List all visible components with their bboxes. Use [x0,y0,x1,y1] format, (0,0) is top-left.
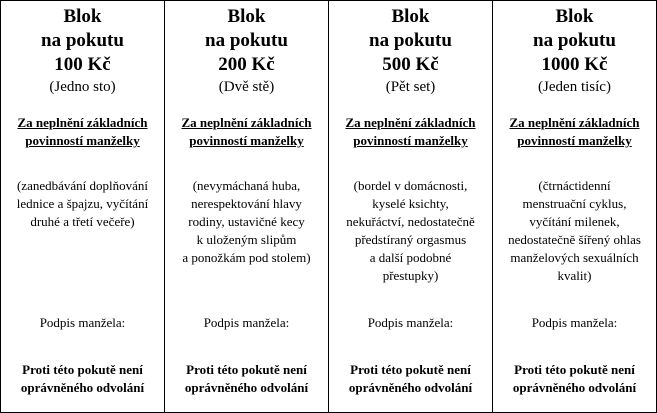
ticket-title-line-1: Blok [63,6,102,27]
ticket-heading-line-1: Za neplnění základních [17,115,148,130]
ticket-heading-line-2: povinností manželky [25,133,140,148]
fine-ticket-500 [328,1,492,412]
ticket-amount: 200 Kč [218,54,275,75]
ticket-heading-line-1: Za neplnění základních [345,115,476,130]
ticket-title-line-2: na pokutu [205,30,288,51]
ticket-reason-line: (zanedbávání doplňování [16,178,149,193]
ticket-amount-words: (Dvě stě) [218,79,275,95]
ticket-amount-words: (Jeden tisíc) [538,79,611,95]
ticket-amount: 1000 Kč [541,54,608,75]
ticket-reason-line: nerespektování hlavy [191,196,302,211]
ticket-notice-line-1: Proti této pokutě není [514,362,635,377]
ticket-reason-line: kyselé ksichty, [372,196,449,211]
ticket-reason-line: přestupky) [382,268,439,283]
ticket-signature-label: Podpis manžela: [367,315,454,330]
ticket-reason-line: (nevymáchaná huba, [192,178,301,193]
ticket-title [493,5,656,53]
ticket-reason-line: menstruační cyklus, [522,196,627,211]
ticket-notice-line-2: oprávněného odvolání [20,380,145,395]
ticket-signature-label: Podpis manžela: [531,315,618,330]
ticket-reason-line: kvalit) [557,268,592,283]
ticket-reasons [171,177,322,267]
ticket-reasons [499,177,650,285]
ticket-reason-line: rodiny, ustavičné kecy [188,214,305,229]
ticket-amount-words: (Pět set) [385,79,436,95]
ticket-title-line-2: na pokutu [533,30,616,51]
ticket-reason-line: druhé a třetí večeře) [30,214,135,229]
ticket-heading [495,114,654,150]
ticket-heading-line-1: Za neplnění základních [509,115,640,130]
ticket-title-line-1: Blok [391,6,430,27]
ticket-heading-line-2: povinností manželky [517,133,632,148]
ticket-title-line-2: na pokutu [369,30,452,51]
fine-ticket-100 [1,1,164,412]
ticket-reason-line: a ponožkám pod stolem) [182,250,311,265]
ticket-reason-line: (čtrnáctidenní [538,178,611,193]
ticket-reason-line: k uloženým slipům [196,232,297,247]
ticket-amount: 100 Kč [54,54,111,75]
ticket-heading [167,114,326,150]
ticket-notice [167,361,326,397]
ticket-reason-line: nekuřáctví, nedostatečně [346,214,475,229]
ticket-signature-label: Podpis manžela: [39,315,126,330]
ticket-title-line-1: Blok [227,6,266,27]
ticket-notice [495,361,654,397]
ticket-heading-line-2: povinností manželky [353,133,468,148]
ticket-amount-words: (Jedno sto) [49,79,116,95]
ticket-reason-line: předstíraný orgasmus [354,232,467,247]
ticket-notice-line-2: oprávněného odvolání [348,380,473,395]
ticket-notice-line-2: oprávněného odvolání [184,380,309,395]
ticket-title-line-1: Blok [555,6,594,27]
ticket-reason-line: vyčítání milenek, [529,214,620,229]
ticket-title-line-2: na pokutu [41,30,124,51]
ticket-reason-line: lednice a špajzu, vyčítání [16,196,149,211]
ticket-reasons [7,177,158,231]
ticket-reason-line: a další podobné [369,250,452,265]
ticket-notice-line-2: oprávněného odvolání [512,380,637,395]
ticket-notice-line-1: Proti této pokutě není [186,362,307,377]
ticket-reason-line: nedostatečně šířený ohlas [508,232,641,247]
fine-ticket-200 [164,1,328,412]
ticket-reason-line: (bordel v domácnosti, [353,178,468,193]
ticket-title [329,5,492,53]
ticket-notice [331,361,490,397]
fine-ticket-1000 [492,1,656,412]
ticket-amount: 500 Kč [382,54,439,75]
ticket-notice [3,361,162,397]
ticket-heading [331,114,490,150]
ticket-notice-line-1: Proti této pokutě není [22,362,143,377]
ticket-title [165,5,328,53]
ticket-reasons [335,177,486,285]
ticket-title [1,5,164,53]
ticket-signature-label: Podpis manžela: [203,315,290,330]
ticket-heading-line-1: Za neplnění základních [181,115,312,130]
ticket-heading-line-2: povinností manželky [189,133,304,148]
ticket-notice-line-1: Proti této pokutě není [350,362,471,377]
ticket-heading [3,114,162,150]
ticket-reason-line: manželových sexuálních [510,250,639,265]
